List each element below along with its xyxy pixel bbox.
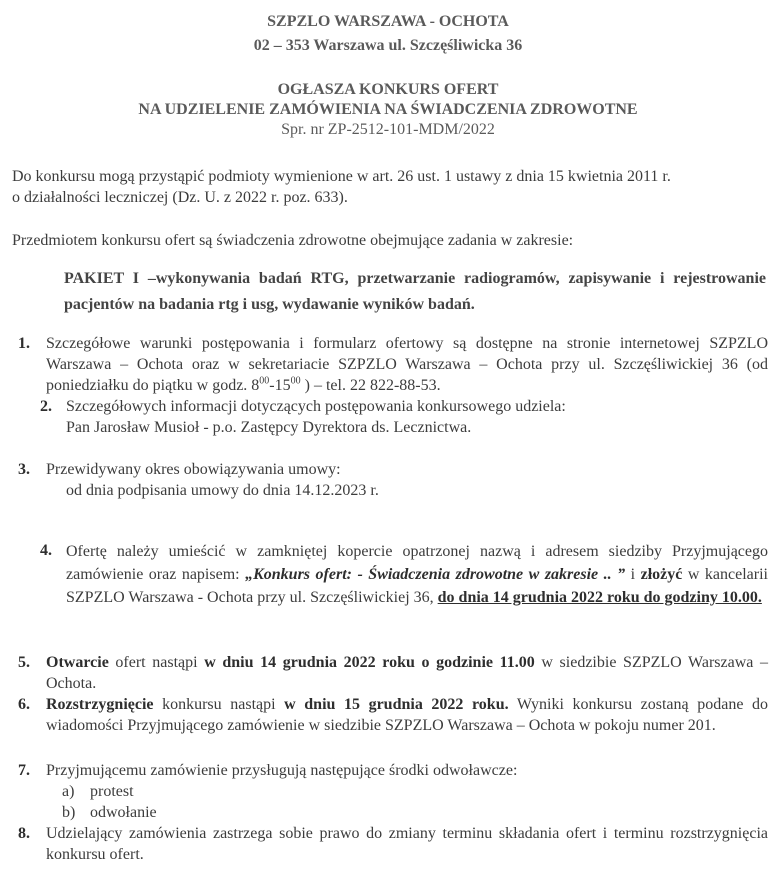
resolution-date: w dniu 15 grudnia 2022 roku. [284,696,509,713]
subject-statement: Przedmiotem konkursu ofert są świadczenia zdrowotne obejmujące zadania w zakresie: [12,232,574,249]
item-3-number: 3. [18,461,30,478]
item-3-line-1: Przewidywany okres obowiązywania umowy: [46,461,341,478]
eligibility-line-2: o działalności leczniczej (Dz. U. z 2022 r. poz. 633). [12,189,348,206]
item-6-number: 6. [18,696,30,713]
item-8-text: Udzielający zamówienia zastrzega sobie prawo do zmiany terminu składania ofert i terminu rozstrzygnięcia konkursu ofert. [46,825,768,863]
item-2-line-1: Szczegółowych informacji dotyczących postępowania konkursowego udziela: [66,398,566,415]
submission-deadline: do dnia 14 grudnia 2022 roku do godziny 10.00. [437,589,762,606]
item-4-quote: „Konkurs ofert: - Świadczenia zdrowotne w zakresie .. ” [245,566,626,583]
item-4-number: 4. [40,542,52,559]
announcement-title: OGŁASZA KONKURS OFERT [277,81,499,98]
announcement-subtitle: NA UDZIELENIE ZAMÓWIENIA NA ŚWIADCZENIA ZDROWOTNE [138,101,638,118]
item-1-text: Szczegółowe warunki postępowania i formularz ofertowy są dostępne na stronie internetowej SZPZLO Warszawa – Ochota oraz w sekretariacie SZPZLO Warszawa – Ochota przy ul. Szczęśliwickiej 36 (od poniedziałku do piątku w godz. $8^{00}-15^{00}$ ) – tel. 22 822-88-53. [46,335,768,394]
item-3-line-2: od dnia podpisania umowy do dnia 14.12.2023 r. [66,482,379,499]
case-number: Spr. nr ZP-2512-101-MDM/2022 [281,121,495,138]
item-7b-text: odwołanie [90,804,157,821]
package-description: PAKIET I –wykonywania badań RTG, przetwarzanie radiogramów, zapisywanie i rejestrowanie pacjentów na badania rtg i usg, wydawanie wyników badań. [64,270,766,313]
item-6-text: Rozstrzygnięcie konkursu nastąpi w dniu 15 grudnia 2022 roku. Wyniki konkursu zostaną podane do wiadomości Przyjmującego zamówienie w siedzibie SZPZLO Warszawa – Ochota w pokoju numer 201. [46,696,769,734]
item-1-number: 1. [18,335,30,352]
opening-date: w dniu 14 grudnia 2022 roku o godzinie 11.00 [204,654,535,671]
eligibility-line-1: Do konkursu mogą przystąpić podmioty wymienione w art. 26 ust. 1 ustawy z dnia 15 kwietnia 2011 r. [12,168,671,185]
item-7a-text: protest [90,783,134,800]
org-address: 02 – 353 Warszawa ul. Szczęśliwicka 36 [253,37,523,54]
item-7-number: 7. [18,762,30,779]
item-7-text: Przyjmującemu zamówienie przysługują następujące środki odwoławcze: [46,762,518,779]
item-7a-label: a) [62,783,75,800]
item-2-number: 2. [40,398,52,415]
org-name: SZPZLO WARSZAWA - OCHOTA [267,13,509,30]
item-2-line-2: Pan Jarosław Musioł - p.o. Zastępcy Dyrektora ds. Lecznictwa. [66,419,472,436]
item-5-number: 5. [18,654,30,671]
item-5-text: Otwarcie ofert nastąpi w dniu 14 grudnia 2022 roku o godzinie 11.00 w siedzibie SZPZLO Warszawa – Ochota. [46,654,769,692]
item-8-number: 8. [18,825,30,842]
item-4-text: Ofertę należy umieścić w zamkniętej kopercie opatrzonej nazwą i adresem siedziby Przyjmującego zamówienie oraz napisem: „Konkurs ofert: - Świadczenia zdrowotne w zakresie .. ” i złożyć w kancelarii SZPZLO Warszawa - Ochota przy ul. Szczęśliwickiej 36, do dnia 14 grudnia 2022 roku do godziny 10.00. [66,543,769,606]
item-7b-label: b) [62,804,76,821]
